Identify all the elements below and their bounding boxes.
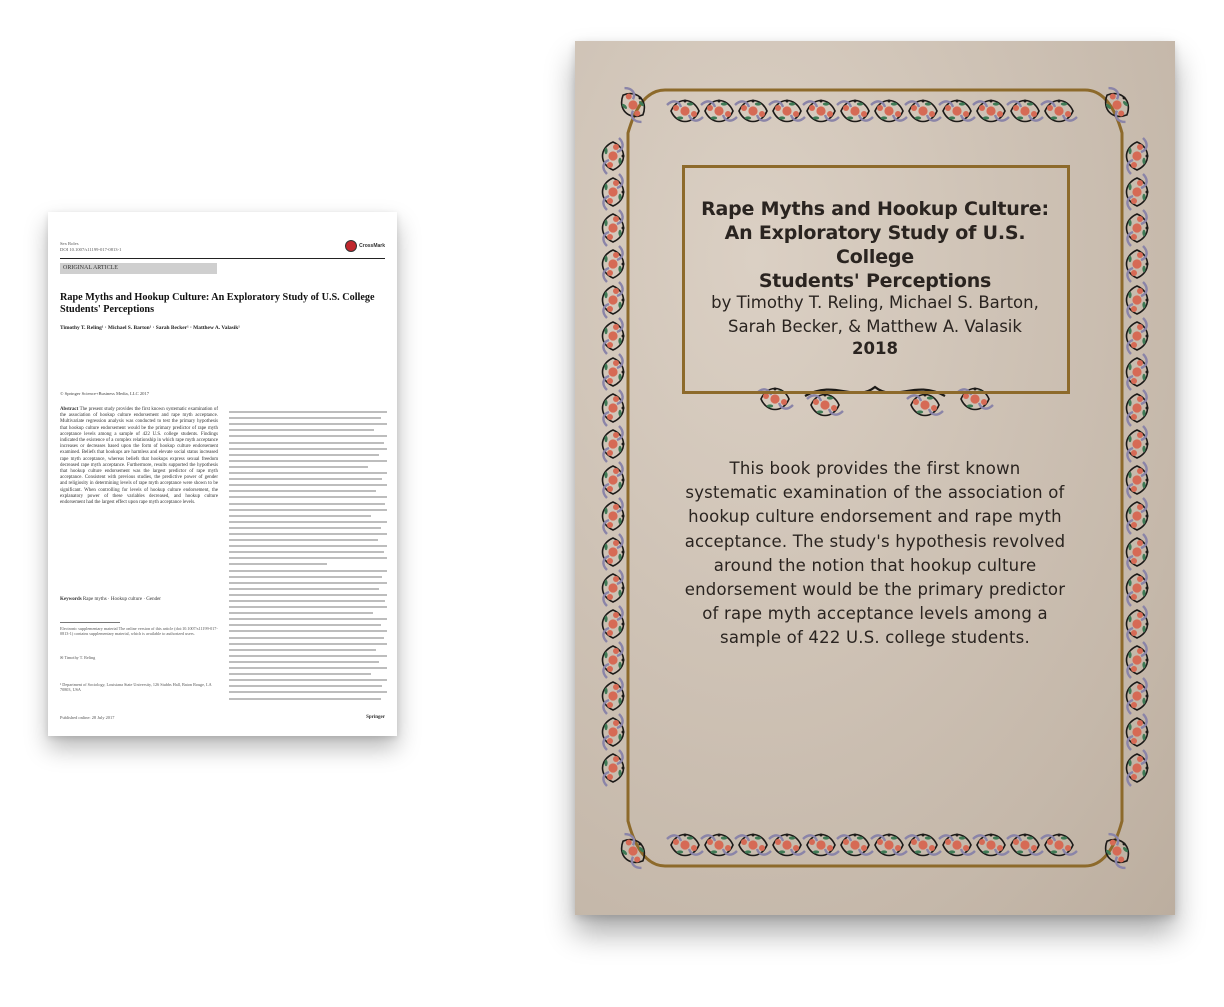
text-line	[229, 454, 379, 456]
text-line	[229, 630, 387, 632]
cover-authors-line: by Timothy T. Reling, Michael S. Barton,	[711, 293, 1039, 312]
article-first-page	[48, 212, 397, 736]
text-line	[229, 600, 385, 602]
ornament-motif	[735, 100, 771, 122]
text-line	[229, 460, 387, 462]
abstract-text: The present study provides the first known systematic examination of the association of hookup culture endorsement and rape myth acceptance. Multivariate regression analysis was conducted to test the primary hypothesis that hookup culture endorsement would be the primary predictor of rape myth acceptance levels among a sample of 422 U.S. college students. Findings indicated the existence of a complex relationship in which rape myth acceptance increases or decreases based upon the form of hookup culture endorsement examined. Beliefs that hookups are harmless and elevate social status increased rape myth acceptance, whereas beliefs that hookups express sexual freedom decreased rape myth acceptance. Furthermore, results supported the hypothesis that hookup culture endorsement was the largest predictor of rape myth acceptance. Consistent with previous studies, the predictive power of gender and religiosity in determining levels of rape myth acceptance were shown to be significant. When controlling for levels of hookup culture endorsement, the explanatory power of these variables decreased, and hookup culture endorsement had the largest effect upon rape myth acceptance levels.	[60, 407, 219, 506]
ornament-motif	[939, 834, 975, 856]
footnote-rule	[60, 622, 120, 623]
right-ornament-band	[1127, 138, 1149, 786]
ornament-motif	[667, 834, 703, 856]
article-authors: Timothy T. Reling¹ · Michael S. Barton¹ · Sarah Becker¹ · Matthew A. Valasik¹	[60, 325, 240, 331]
ornament-motif	[603, 498, 625, 534]
ornament-motif	[603, 210, 625, 246]
keywords	[60, 597, 161, 602]
crossmark-icon	[345, 240, 357, 252]
ornament-motif	[603, 174, 625, 210]
blurb-line: of rape myth acceptance levels among a	[702, 604, 1048, 624]
ornament-motif	[837, 100, 873, 122]
ornament-motif	[871, 100, 907, 122]
text-line	[229, 685, 382, 687]
text-line	[229, 539, 378, 541]
ornament-motif	[603, 318, 625, 354]
blurb-line: sample of 422 U.S. college students.	[720, 628, 1030, 648]
header-rule	[60, 258, 385, 259]
book-cover	[575, 41, 1175, 915]
text-line	[229, 442, 384, 444]
publisher-logo: Springer	[366, 715, 385, 720]
blurb-line: hookup culture endorsement and rape myth	[688, 507, 1062, 527]
text-line	[229, 673, 371, 675]
ornament-motif	[1127, 174, 1149, 210]
text-line	[229, 698, 381, 700]
ornament-motif	[905, 100, 941, 122]
text-line	[229, 503, 385, 505]
intro-text-lines	[229, 411, 387, 699]
blurb-line: acceptance. The study's hypothesis revolved	[684, 531, 1066, 551]
blurb-line: around the notion that hookup culture	[713, 555, 1037, 575]
text-line	[229, 435, 387, 437]
ornament-motif	[905, 834, 941, 856]
text-line	[229, 521, 387, 523]
ornament-motif	[1127, 534, 1149, 570]
text-line	[229, 509, 387, 511]
article-doi: DOI 10.1007/s11199-017-0813-1	[60, 247, 122, 252]
keywords-text: Rape myths · Hookup culture · Gender	[82, 597, 161, 602]
ornament-motif	[1041, 834, 1077, 856]
text-line	[229, 679, 387, 681]
ornament-motif	[603, 678, 625, 714]
ornament-motif	[1127, 462, 1149, 498]
ornament-motif	[603, 246, 625, 282]
crossmark-badge[interactable]	[345, 240, 385, 252]
text-line	[229, 417, 381, 419]
cover-title-line: Rape Myths and Hookup Culture:	[701, 198, 1049, 220]
ornament-motif	[1041, 100, 1077, 122]
ornament-motif	[1127, 678, 1149, 714]
ornament-motif	[837, 834, 873, 856]
ornament-motif	[1127, 246, 1149, 282]
text-line	[229, 667, 387, 669]
ornament-motif	[1127, 570, 1149, 606]
cover-title	[687, 197, 1063, 293]
ornament-motif	[603, 282, 625, 318]
text-line	[229, 478, 382, 480]
text-line	[229, 618, 387, 620]
text-line	[229, 661, 379, 663]
esm-note: Electronic supplementary material The online version of this article (doi:10.1007/s11199-017-0813-1) contains supplementary material, which is available to authorized users.	[60, 626, 218, 637]
ornament-motif	[613, 84, 654, 125]
contact-note: ✉ Timothy T. Reling	[60, 655, 96, 660]
text-line	[229, 472, 387, 474]
blurb-line: This book provides the first known	[729, 459, 1021, 478]
keywords-label: Keywords	[60, 597, 82, 602]
ornament-motif	[907, 394, 943, 416]
text-line	[229, 527, 381, 529]
text-line	[229, 606, 387, 608]
abstract-paragraph	[60, 407, 218, 506]
ornament-motif	[701, 834, 737, 856]
ornament-motif	[701, 100, 737, 122]
crossmark-label: CrossMark	[359, 243, 385, 249]
ornament-motif	[1127, 354, 1149, 390]
text-line	[229, 448, 387, 450]
cover-year: 2018	[852, 339, 898, 358]
section-bar	[60, 263, 217, 274]
text-line	[229, 411, 387, 413]
text-line	[229, 515, 371, 517]
journal-meta	[60, 241, 121, 253]
cover-title-line: An Exploratory Study of U.S. College	[724, 222, 1026, 268]
text-line	[229, 643, 387, 645]
ornament-motif	[603, 426, 625, 462]
ornament-motif	[1127, 318, 1149, 354]
cover-authors	[687, 291, 1063, 339]
bottom-ornament-band	[667, 834, 1077, 856]
text-line	[229, 490, 376, 492]
ornament-motif	[735, 834, 771, 856]
ornament-motif	[603, 354, 625, 390]
abstract-column	[60, 407, 218, 506]
ornament-motif	[603, 390, 625, 426]
text-line	[229, 545, 387, 547]
ornament-motif	[603, 534, 625, 570]
article-footer: Published online: 28 July 2017	[60, 715, 115, 720]
cover-title-line: Students' Perceptions	[758, 270, 992, 292]
text-line	[229, 691, 387, 693]
ornament-motif	[973, 100, 1009, 122]
ornament-motif	[1127, 498, 1149, 534]
ornament-motif	[1007, 834, 1043, 856]
left-ornament-band	[603, 138, 625, 786]
blurb-line: systematic examination of the association of	[685, 483, 1065, 503]
cover-blurb	[675, 457, 1075, 651]
text-line	[229, 594, 387, 596]
ornament-motif	[939, 100, 975, 122]
abstract-label: Abstract	[60, 407, 79, 412]
text-line	[229, 563, 327, 565]
text-line	[229, 649, 376, 651]
text-line	[229, 582, 387, 584]
ornament-motif	[603, 750, 625, 786]
ornament-motif	[1007, 100, 1043, 122]
text-line	[229, 588, 379, 590]
text-line	[229, 466, 368, 468]
ornament-motif	[803, 834, 839, 856]
ornament-motif	[1127, 750, 1149, 786]
ornament-motif	[1127, 714, 1149, 750]
article-copyright: © Springer Science+Business Media, LLC 2017	[60, 391, 150, 396]
ornament-motif	[1127, 426, 1149, 462]
text-line	[229, 576, 382, 578]
ornament-motif	[1097, 84, 1138, 125]
ornament-motif	[603, 714, 625, 750]
ornament-motif	[603, 606, 625, 642]
text-line	[229, 655, 387, 657]
text-line	[229, 612, 373, 614]
ornament-motif	[613, 830, 654, 871]
ornament-motif	[803, 100, 839, 122]
ornament-motif	[1127, 282, 1149, 318]
text-line	[229, 496, 387, 498]
text-line	[229, 533, 387, 535]
ornament-motif	[1127, 606, 1149, 642]
text-line	[229, 551, 384, 553]
ornament-motif	[769, 834, 805, 856]
cover-authors-line: Sarah Becker, & Matthew A. Valasik	[728, 317, 1022, 336]
ornament-motif	[1127, 390, 1149, 426]
intro-column	[229, 407, 387, 704]
text-line	[229, 423, 387, 425]
journal-name: Sex Roles	[60, 241, 79, 246]
ornament-motif	[1127, 210, 1149, 246]
text-line	[229, 637, 384, 639]
ornament-motif	[603, 642, 625, 678]
ornament-motif	[1127, 138, 1149, 174]
ornament-motif	[871, 834, 907, 856]
text-line	[229, 570, 387, 572]
ornament-motif	[603, 462, 625, 498]
ornament-motif	[1097, 830, 1138, 871]
affiliation-note: ¹ Department of Sociology, Louisiana State University, 126 Stubbs Hall, Baton Rouge, LA 70803, USA	[60, 682, 212, 693]
ornament-motif	[1127, 642, 1149, 678]
blurb-line: endorsement would be the primary predictor	[684, 580, 1066, 600]
ornament-motif	[667, 100, 703, 122]
ornament-motif	[603, 570, 625, 606]
text-line	[229, 557, 387, 559]
text-line	[229, 624, 381, 626]
ornament-motif	[603, 138, 625, 174]
ornament-motif	[769, 100, 805, 122]
ornament-motif	[807, 394, 843, 416]
text-line	[229, 429, 374, 431]
text-line	[229, 484, 387, 486]
section-label: ORIGINAL ARTICLE	[63, 265, 118, 271]
article-title: Rape Myths and Hookup Culture: An Exploratory Study of U.S. College Students' Perceptions	[60, 292, 375, 315]
ornament-motif	[973, 834, 1009, 856]
